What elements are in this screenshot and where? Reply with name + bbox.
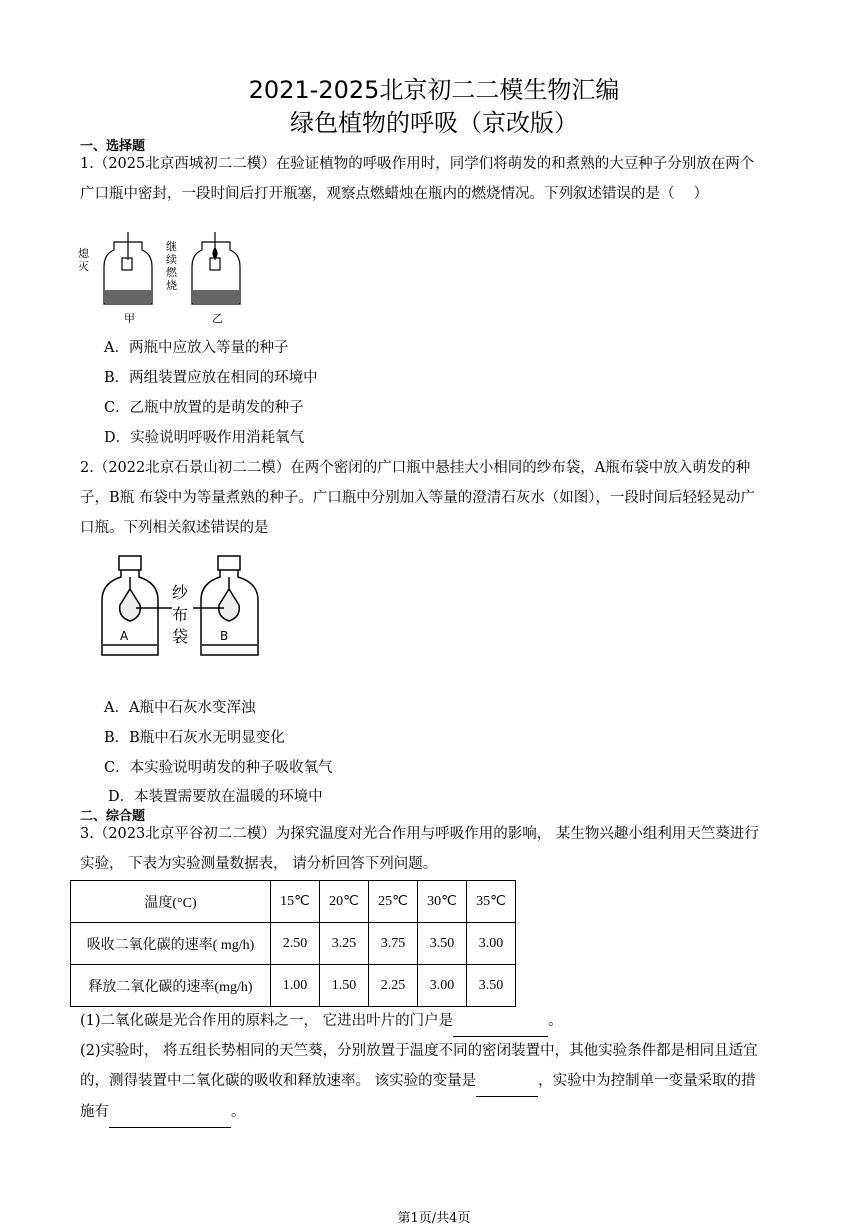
q1-candle-figure	[74, 232, 254, 327]
table-header-temp: 25℃	[369, 881, 418, 923]
answer-blank[interactable]	[476, 1066, 538, 1097]
q2-bottle-a-label: A	[120, 629, 129, 643]
table-cell: 3.50	[467, 965, 516, 1007]
section-heading-comprehensive: 二、综合题	[80, 809, 146, 824]
q2-stem	[80, 453, 795, 543]
table-cell: 3.00	[467, 923, 516, 965]
q3-stem	[80, 819, 795, 879]
table-cell: 1.00	[271, 965, 320, 1007]
q2-line1: 2.（2022北京石景山初二二模）在两个密闭的广口瓶中悬挂大小相同的纱布袋，A瓶布袋中放入萌发的种	[80, 460, 751, 476]
table-row	[71, 965, 516, 1007]
q2-line3: 口瓶。下列相关叙述错误的是	[80, 520, 269, 536]
table-header-label: 温度(°C)	[71, 881, 271, 923]
q3-sub2-line1: (2)实验时， 将五组长势相同的天竺葵，分别放置于温度不同的密闭装置中，其他实验条件都是相同且适宜	[80, 1043, 758, 1059]
q3-sub1-end: 。	[548, 1013, 563, 1029]
q2-bottle-b-label: B	[220, 629, 229, 643]
table-row-label: 吸收二氧化碳的速率( mg/h)	[71, 923, 271, 965]
q1-option-b: B．两组装置应放在相同的环境中	[104, 370, 318, 386]
q1-caption-jia: 甲	[124, 312, 135, 325]
q3-sub2	[80, 1036, 795, 1128]
q1-line2: 广口瓶中密封，一段时间后打开瓶塞，观察点燃蜡烛在瓶内的燃烧情况。下列叙述错误的是（ ）	[80, 186, 709, 202]
q1-label-continue: 继续燃烧	[166, 240, 177, 292]
q3-sub2-line2	[80, 1066, 795, 1097]
table-cell: 3.75	[369, 923, 418, 965]
table-cell: 2.50	[271, 923, 320, 965]
q2-bag-label-1: 纱	[172, 583, 189, 602]
table-header-temp: 30℃	[418, 881, 467, 923]
q2-option-c: C．本实验说明萌发的种子吸收氧气	[104, 760, 333, 776]
table-header-row	[71, 881, 516, 923]
q3-data-table	[70, 880, 516, 1007]
q2-option-b: B．B瓶中石灰水无明显变化	[104, 730, 285, 746]
q2-bag-label-2: 布	[172, 605, 189, 624]
table-cell: 1.50	[320, 965, 369, 1007]
bottle-a	[102, 556, 158, 655]
q1-option-c: C．乙瓶中放置的是萌发的种子	[104, 400, 304, 416]
q1-caption-yi: 乙	[212, 312, 223, 325]
seeds-yi	[193, 290, 239, 304]
seeds-jia	[105, 290, 151, 304]
page-footer: 第1页/共4页	[397, 1211, 471, 1226]
q1-option-d: D．实验说明呼吸作用消耗氧气	[104, 430, 305, 446]
answer-blank[interactable]	[453, 1006, 548, 1037]
q2-line2: 子，B瓶 布袋中为等量煮熟的种子。广口瓶中分别加入等量的澄清石灰水（如图），一段时间后轻轻晃动广	[80, 490, 756, 506]
q1-label-extinguish: 熄灭	[78, 247, 89, 273]
answer-blank[interactable]	[109, 1097, 231, 1128]
q2-option-d: D．本装置需要放在温暖的环境中	[108, 789, 323, 805]
table-header-temp: 20℃	[320, 881, 369, 923]
q2-bag-label	[172, 582, 188, 648]
table-cell: 3.50	[418, 923, 467, 965]
q1-option-a: A．两瓶中应放入等量的种子	[104, 340, 289, 356]
q3-line1: 3.（2023北京平谷初二二模）为探究温度对光合作用与呼吸作用的影响， 某生物兴趣小组利用天竺葵进行	[80, 826, 759, 842]
q3-sub1-text: (1)二氧化碳是光合作用的原料之一， 它进出叶片的门户是	[80, 1013, 454, 1029]
q3-sub2-line2a: 的，测得装置中二氧化碳的吸收和释放速率。 该实验的变量是	[80, 1073, 477, 1089]
table-cell: 3.25	[320, 923, 369, 965]
q1-stem	[80, 149, 795, 209]
q3-sub2-line3a: 施有	[80, 1104, 109, 1120]
doc-title-line1: 2021-2025北京初二二模生物汇编	[248, 76, 620, 104]
table-header-temp: 35℃	[467, 881, 516, 923]
table-cell: 3.00	[418, 965, 467, 1007]
bottle-b	[201, 556, 258, 655]
q3-sub2-line2b: ，实验中为控制单一变量采取的措	[538, 1073, 756, 1089]
q3-line2: 实验， 下表为实验测量数据表， 请分析回答下列问题。	[80, 856, 438, 872]
q3-sub1	[80, 1006, 795, 1037]
table-row	[71, 923, 516, 965]
table-header-temp: 15℃	[271, 881, 320, 923]
q1-line1: 1.（2025北京西城初二二模）在验证植物的呼吸作用时，同学们将萌发的和煮熟的大豆种子分别放在两个	[80, 156, 755, 172]
doc-title-line2: 绿色植物的呼吸（京改版）	[290, 109, 578, 137]
q3-sub2-line3b: 。	[231, 1104, 246, 1120]
table-row-label: 释放二氧化碳的速率(mg/h)	[71, 965, 271, 1007]
q2-option-a: A．A瓶中石灰水变浑浊	[104, 700, 256, 716]
section-heading-choice: 一、选择题	[80, 139, 146, 154]
table-cell: 2.25	[369, 965, 418, 1007]
q3-sub2-line3	[80, 1097, 795, 1128]
q2-bag-label-3: 袋	[172, 627, 189, 646]
